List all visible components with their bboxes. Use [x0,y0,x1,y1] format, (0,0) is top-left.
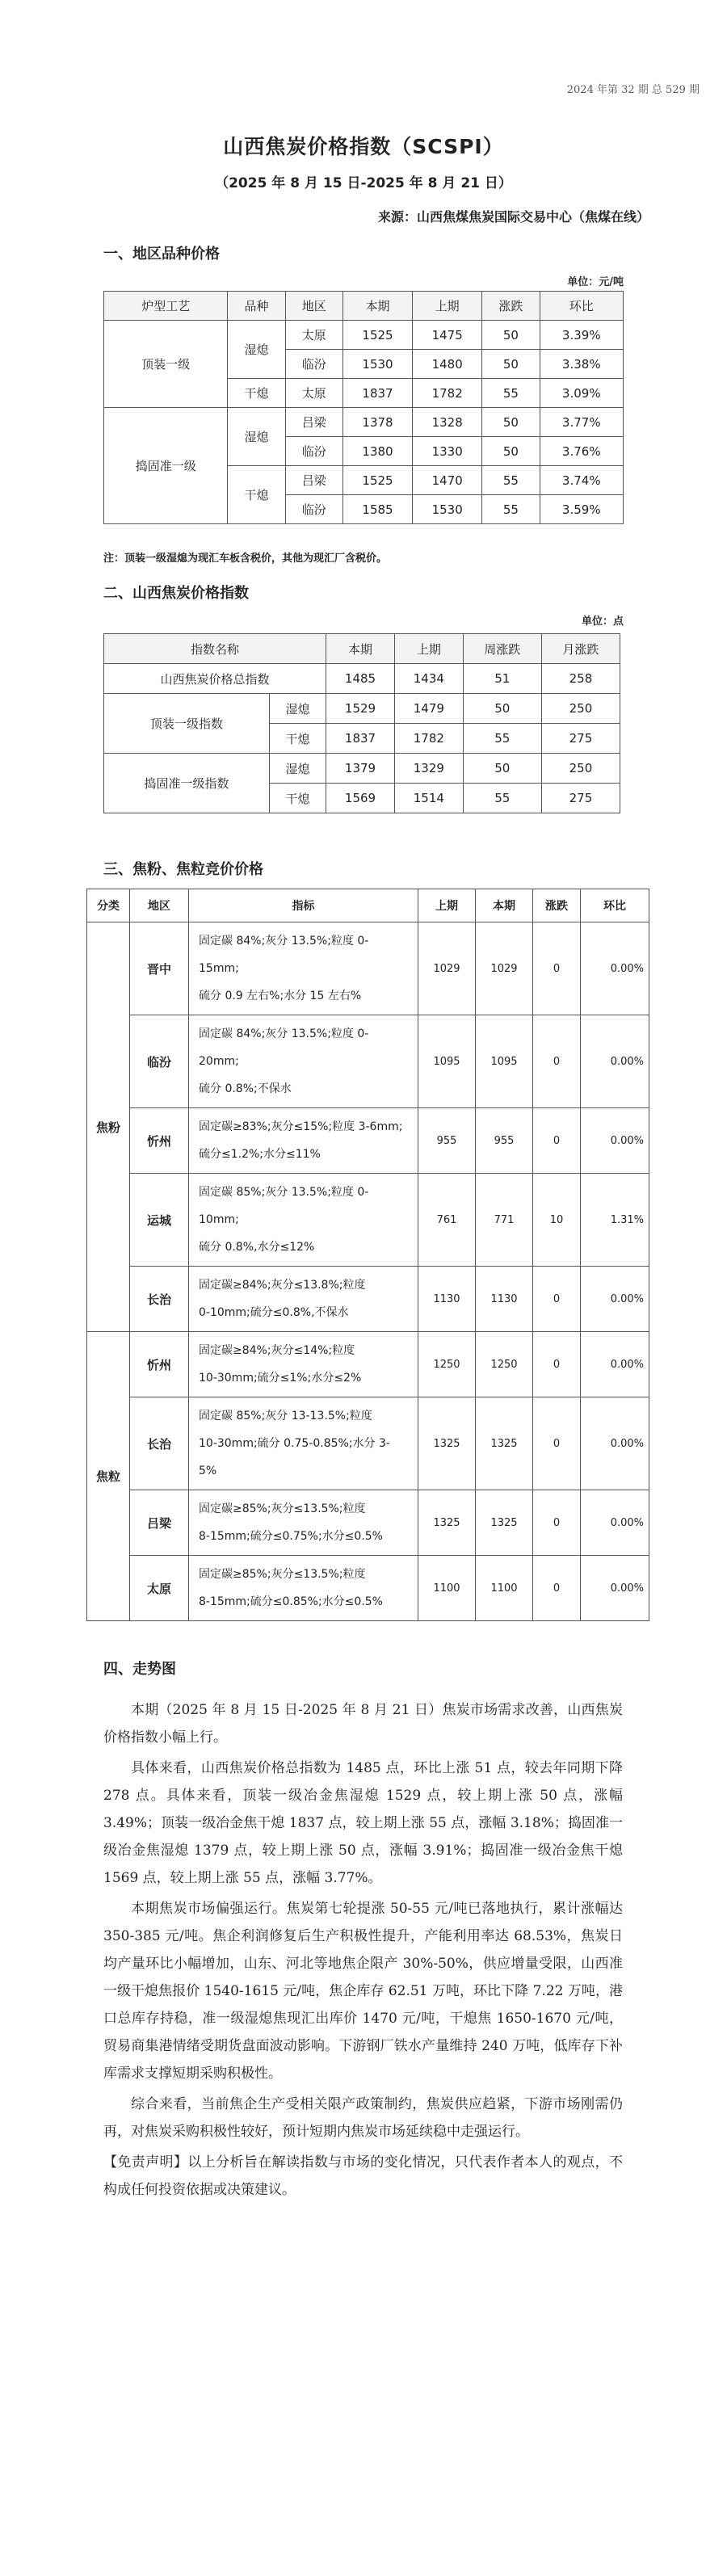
col-header: 指标 [189,889,418,922]
col-header: 上期 [413,292,482,321]
percent-cell: 3.76% [540,437,623,466]
table-row [104,754,620,784]
current-cell: 1485 [326,664,395,694]
col-header: 本期 [326,634,395,664]
paragraph: 综合来看，当前焦企生产受相关限产政策制约，焦炭供应趋紧，下游市场刚需仍再，对焦炭采购积极性较好，预计短期内焦炭市场延续稳中走强运行。 [103,2096,623,2140]
change-cell: 0 [533,1397,581,1490]
region-cell: 晋中 [130,922,189,1015]
current-cell: 1100 [476,1556,533,1621]
spec-line: 固定碳 85%;灰分 13.5%;粒度 0-10mm; [199,1186,369,1226]
current-cell: 1130 [476,1267,533,1332]
change-cell: 0 [533,1490,581,1556]
region-cell: 临汾 [285,495,342,524]
section1-note: 注：顶装一级湿熄为现汇车板含税价，其他为现汇厂含税价。 [103,553,388,565]
current-cell: 1525 [342,321,412,350]
current-cell: 1378 [342,408,412,437]
percent-cell: 3.38% [540,350,623,379]
variety-cell: 湿熄 [228,321,285,379]
region-cell: 忻州 [130,1332,189,1397]
current-cell: 955 [476,1108,533,1174]
col-header: 地区 [130,889,189,922]
change-cell: 50 [482,408,540,437]
spec-cell [189,1174,418,1267]
col-header: 涨跌 [482,292,540,321]
previous-cell: 1782 [413,379,482,408]
spec-line: 硫分 0.9 左右%;水分 15 左右% [199,990,362,1002]
weekly-change-cell: 51 [463,664,541,694]
percent-cell: 0.00% [581,1397,649,1490]
col-header: 品种 [228,292,285,321]
col-header: 分类 [87,889,130,922]
table-row [87,1015,649,1108]
previous-cell: 1328 [413,408,482,437]
section2-heading: 二、山西焦炭价格指数 [103,585,249,602]
current-cell: 1530 [342,350,412,379]
weekly-change-cell: 55 [463,784,541,813]
current-cell: 1569 [326,784,395,813]
previous-cell: 955 [418,1108,476,1174]
region-cell: 临汾 [130,1015,189,1108]
spec-line: 0-10mm;硫分≤0.8%,不保水 [199,1306,349,1319]
col-header: 上期 [394,634,463,664]
spec-line: 硫分 0.8%;不保水 [199,1082,292,1095]
index-name-cell: 顶装一级指数 [104,694,270,754]
change-cell: 50 [482,437,540,466]
current-cell: 1525 [342,466,412,495]
spec-cell [189,1397,418,1490]
previous-cell: 1514 [394,784,463,813]
auction-price-table [86,889,649,1621]
previous-cell: 1325 [418,1397,476,1490]
table-row [104,694,620,724]
index-name-cell: 山西焦炭价格总指数 [104,664,326,694]
change-cell: 50 [482,321,540,350]
category-cell: 焦粒 [87,1332,130,1621]
region-cell: 运城 [130,1174,189,1267]
section4-heading: 四、走势图 [103,1661,176,1678]
table-row [87,1108,649,1174]
region-cell: 吕梁 [285,408,342,437]
change-cell: 0 [533,1108,581,1174]
section1-heading: 一、地区品种价格 [103,246,220,263]
col-header: 上期 [418,889,476,922]
spec-cell [189,1556,418,1621]
col-header: 环比 [540,292,623,321]
current-cell: 1095 [476,1015,533,1108]
spec-line: 8-15mm;硫分≤0.75%;水分≤0.5% [199,1530,383,1543]
spec-line: 固定碳≥85%;灰分≤13.5%;粒度 [199,1568,366,1581]
spec-line: 固定碳≥85%;灰分≤13.5%;粒度 [199,1502,366,1515]
process-cell: 顶装一级 [104,321,228,408]
percent-cell: 0.00% [581,1267,649,1332]
change-cell: 55 [482,379,540,408]
percent-cell: 3.74% [540,466,623,495]
spec-line: 固定碳 84%;灰分 13.5%;粒度 0-15mm; [199,935,369,975]
region-cell: 临汾 [285,437,342,466]
col-header: 周涨跌 [463,634,541,664]
sub-index-cell: 干熄 [269,724,326,754]
section2-unit: 单位：点 [581,616,624,628]
percent-cell: 0.00% [581,1556,649,1621]
col-header: 环比 [581,889,649,922]
region-cell: 吕梁 [285,466,342,495]
price-index-table [103,633,620,813]
percent-cell: 1.31% [581,1174,649,1267]
table-row [87,1174,649,1267]
region-cell: 太原 [285,321,342,350]
sub-index-cell: 湿熄 [269,754,326,784]
spec-cell [189,1332,418,1397]
table-row [87,1332,649,1397]
spec-line: 10-30mm;硫分≤1%;水分≤2% [199,1372,362,1385]
monthly-change-cell: 275 [541,724,620,754]
current-cell: 1837 [326,724,395,754]
change-cell: 0 [533,1556,581,1621]
previous-cell: 1130 [418,1267,476,1332]
spec-line: 10-30mm;硫分 0.75-0.85%;水分 3-5% [199,1437,390,1477]
section3-heading: 三、焦粉、焦粒竞价价格 [103,861,263,878]
table-row [87,922,649,1015]
change-cell: 50 [482,350,540,379]
spec-line: 固定碳 85%;灰分 13-13.5%;粒度 [199,1410,372,1422]
previous-cell: 1325 [418,1490,476,1556]
region-cell: 太原 [285,379,342,408]
region-cell: 长治 [130,1397,189,1490]
page-title: 山西焦炭价格指数（SCSPI） [223,135,504,158]
change-cell: 0 [533,1267,581,1332]
percent-cell: 0.00% [581,1332,649,1397]
paragraph: 具体来看，山西焦炭价格总指数为 1485 点，环比上涨 51 点，较去年同期下降 278 点。具体来看，顶装一级冶金焦湿熄 1529 点，较上期上涨 50 点，涨幅 3.49%；顶装一级冶金焦干熄 1837 点，较上期上涨 55 点，涨幅 3.18%；捣固准一级冶金焦湿熄 1379 点，较上期上涨 50 点，涨幅 3.91%；捣固准一级冶金焦干熄 1569 点，较上期上涨 55 点，涨幅 3.77%。 [103,1760,623,1886]
previous-cell: 1100 [418,1556,476,1621]
change-cell: 0 [533,922,581,1015]
previous-cell: 1782 [394,724,463,754]
table-header-row [104,292,624,321]
table-row [87,1556,649,1621]
sub-index-cell: 湿熄 [269,694,326,724]
percent-cell: 0.00% [581,1108,649,1174]
col-header: 本期 [476,889,533,922]
monthly-change-cell: 275 [541,784,620,813]
monthly-change-cell: 250 [541,754,620,784]
previous-cell: 1480 [413,350,482,379]
spec-line: 固定碳≥84%;灰分≤13.8%;粒度 [199,1279,366,1292]
spec-cell [189,1108,418,1174]
table-row [87,1397,649,1490]
percent-cell: 3.39% [540,321,623,350]
previous-cell: 1029 [418,922,476,1015]
current-cell: 1250 [476,1332,533,1397]
table-row [104,664,620,694]
spec-line: 固定碳 84%;灰分 13.5%;粒度 0-20mm; [199,1027,369,1068]
change-cell: 0 [533,1332,581,1397]
current-cell: 1325 [476,1397,533,1490]
percent-cell: 3.59% [540,495,623,524]
current-cell: 1029 [476,922,533,1015]
change-cell: 55 [482,466,540,495]
section1-unit: 单位：元/吨 [567,276,624,288]
region-cell: 吕梁 [130,1490,189,1556]
table-row [87,1267,649,1332]
spec-cell [189,1015,418,1108]
col-header: 月涨跌 [541,634,620,664]
region-cell: 忻州 [130,1108,189,1174]
region-cell: 长治 [130,1267,189,1332]
spec-line: 固定碳≥84%;灰分≤14%;粒度 [199,1344,355,1357]
source-line: 来源：山西焦煤焦炭国际交易中心（焦煤在线） [377,209,649,225]
spec-cell [189,1490,418,1556]
monthly-change-cell: 250 [541,694,620,724]
region-cell: 临汾 [285,350,342,379]
table-header-row [87,889,649,922]
spec-cell [189,922,418,1015]
weekly-change-cell: 55 [463,724,541,754]
previous-cell: 1470 [413,466,482,495]
current-cell: 1380 [342,437,412,466]
regional-price-table [103,291,624,524]
current-cell: 1325 [476,1490,533,1556]
spec-line: 硫分 0.8%,水分≤12% [199,1241,315,1254]
issue-number: 2024 年第 32 期 总 529 期 [566,84,700,96]
weekly-change-cell: 50 [463,754,541,784]
change-cell: 10 [533,1174,581,1267]
date-range: （2025 年 8 月 15 日-2025 年 8 月 21 日） [215,175,512,191]
current-cell: 771 [476,1174,533,1267]
variety-cell: 干熄 [228,466,285,524]
spec-cell [189,1267,418,1332]
col-header: 指数名称 [104,634,326,664]
previous-cell: 1250 [418,1332,476,1397]
index-name-cell: 捣固准一级指数 [104,754,270,813]
previous-cell: 1475 [413,321,482,350]
process-cell: 捣固准一级 [104,408,228,524]
percent-cell: 0.00% [581,922,649,1015]
current-cell: 1529 [326,694,395,724]
previous-cell: 1330 [413,437,482,466]
percent-cell: 3.77% [540,408,623,437]
paragraph: 本期焦炭市场偏强运行。焦炭第七轮提涨 50-55 元/吨已落地执行，累计涨幅达 350-385 元/吨。焦企利润修复后生产积极性提升，产能利用率达 68.53%，焦炭日均产量环比小幅增加，山东、河北等地焦企限产 30%-50%，供应增量受限，山西准一级干熄焦报价 1540-1615 元/吨，焦企库存 62.51 万吨，环比下降 7.22 万吨，港口总库存持稳，准一级湿熄焦现汇出库价 1470 元/吨，干熄焦 1650-1670 元/吨，贸易商集港情绪受期货盘面波动影响。下游钢厂铁水产量维持 240 万吨，低库存下补库需求支撑短期采购积极性。 [103,1901,623,2082]
analysis-text [103,1696,623,2207]
region-cell: 太原 [130,1556,189,1621]
variety-cell: 湿熄 [228,408,285,466]
previous-cell: 1530 [413,495,482,524]
current-cell: 1837 [342,379,412,408]
current-cell: 1585 [342,495,412,524]
col-header: 地区 [285,292,342,321]
spec-line: 硫分≤1.2%;水分≤11% [199,1148,321,1161]
col-header: 本期 [342,292,412,321]
variety-cell: 干熄 [228,379,285,408]
table-header-row [104,634,620,664]
previous-cell: 761 [418,1174,476,1267]
current-cell: 1379 [326,754,395,784]
percent-cell: 3.09% [540,379,623,408]
category-cell: 焦粉 [87,922,130,1332]
monthly-change-cell: 258 [541,664,620,694]
percent-cell: 0.00% [581,1015,649,1108]
weekly-change-cell: 50 [463,694,541,724]
previous-cell: 1095 [418,1015,476,1108]
table-row [104,321,624,350]
col-header: 涨跌 [533,889,581,922]
spec-line: 固定碳≥83%;灰分≤15%;粒度 3-6mm; [199,1120,403,1133]
col-header: 炉型工艺 [104,292,228,321]
previous-cell: 1434 [394,664,463,694]
change-cell: 0 [533,1015,581,1108]
sub-index-cell: 干熄 [269,784,326,813]
previous-cell: 1329 [394,754,463,784]
table-row [87,1490,649,1556]
paragraph: 本期（2025 年 8 月 15 日-2025 年 8 月 21 日）焦炭市场需求改善，山西焦炭价格指数小幅上行。 [103,1702,623,1746]
percent-cell: 0.00% [581,1490,649,1556]
change-cell: 55 [482,495,540,524]
previous-cell: 1479 [394,694,463,724]
table-row [104,408,624,437]
disclaimer: 【免责声明】以上分析旨在解读指数与市场的变化情况，只代表作者本人的观点，不构成任何投资依据或决策建议。 [103,2154,623,2198]
spec-line: 8-15mm;硫分≤0.85%;水分≤0.5% [199,1595,383,1608]
